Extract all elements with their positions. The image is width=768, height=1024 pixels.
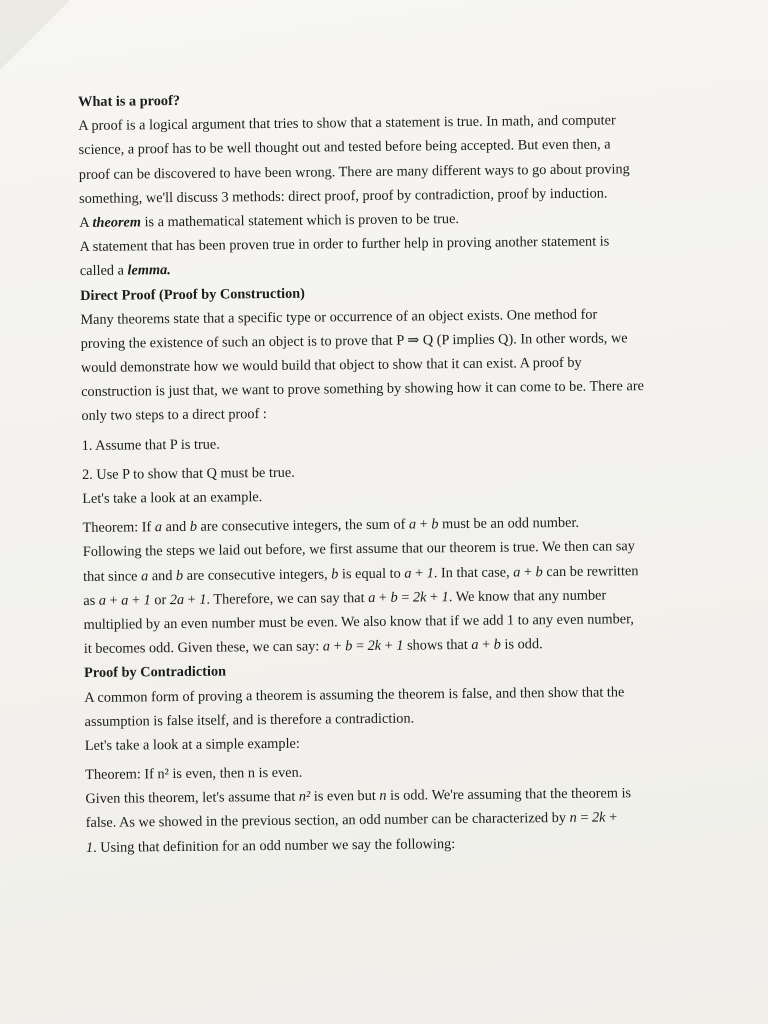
paragraph-line: assumption is false itself, and is therefore a contradiction.: [84, 710, 415, 730]
paragraph-line: that since a and b are consecutive integers, b is equal to a + 1. In that case, a + b can be rewritten: [83, 562, 639, 585]
paragraph-line: multiplied by an even number must be even. We also know that if we add 1 to any even number,: [83, 611, 634, 633]
section-heading-what-is-a-proof: What is a proof?: [78, 92, 181, 110]
step-item: 2. Use P to show that Q must be true.: [81, 464, 295, 483]
paragraph-line: Many theorems state that a specific type or occurrence of an object exists. One method for: [80, 306, 598, 328]
paragraph-line: proving the existence of such an object is to prove that P ⇒ Q (P implies Q). In other words, we: [80, 330, 628, 352]
paragraph-line: 1. Using that definition for an odd number we say the following:: [85, 835, 456, 856]
theorem-statement-consecutive: Theorem: If a and b are consecutive integers, the sum of a + b must be an odd number.: [82, 514, 580, 537]
paragraph-line: science, a proof has to be well thought out and tested before being accepted. But even then, a: [78, 136, 611, 159]
paragraph-line: construction is just that, we want to prove something by showing how it can come to be. There are: [81, 378, 644, 401]
lemma-definition-line: A statement that has been proven true in order to further help in proving another statement is: [79, 233, 610, 256]
lemma-def-pre: called a: [79, 262, 128, 280]
theorem-def-post: is a mathematical statement which is proven to be true.: [140, 210, 460, 231]
document-body: [78, 84, 706, 860]
lemma-term: lemma.: [127, 262, 171, 279]
theorem-term: theorem: [92, 214, 142, 231]
paragraph-line: Following the steps we laid out before, we first assume that our theorem is true. We then can say: [82, 538, 635, 561]
paragraph-line: only two steps to a direct proof :: [81, 406, 267, 425]
paragraph-line: proof can be discovered to have been wrong. There are many different ways to go about proving: [78, 160, 630, 183]
section-heading-direct-proof: Direct Proof (Proof by Construction): [80, 285, 305, 304]
step-item: 1. Assume that P is true.: [81, 436, 220, 454]
theorem-def-pre: A: [79, 214, 93, 231]
paragraph-line: something, we'll discuss 3 methods: direct proof, proof by contradiction, proof by induction.: [79, 185, 608, 207]
example-intro: Let's take a look at a simple example:: [84, 735, 300, 754]
paragraph-line: it becomes odd. Given these, we can say: a + b = 2k + 1 shows that a + b is odd.: [83, 636, 543, 658]
paragraph-line: A common form of proving a theorem is assuming the theorem is false, and then show that the: [84, 683, 625, 706]
paragraph-line: would demonstrate how we would build that object to show that it can exist. A proof by: [80, 354, 582, 377]
theorem-statement-even-square: Theorem: If n² is even, then n is even.: [85, 764, 303, 784]
page-fold-corner: [0, 0, 70, 70]
section-heading-contradiction: Proof by Contradiction: [84, 663, 227, 682]
example-intro: Let's take a look at an example.: [82, 489, 263, 507]
paragraph-line: Given this theorem, let's assume that n² is even but n is odd. We're assuming that the theorem is: [85, 785, 632, 808]
paragraph-line: A proof is a logical argument that tries to show that a statement is true. In math, and computer: [78, 112, 616, 135]
paragraph-line: as a + a + 1 or 2a + 1. Therefore, we can say that a + b = 2k + 1. We know that any number: [83, 587, 607, 609]
paragraph-line: false. As we showed in the previous section, an odd number can be characterized by n = 2k +: [85, 809, 618, 832]
